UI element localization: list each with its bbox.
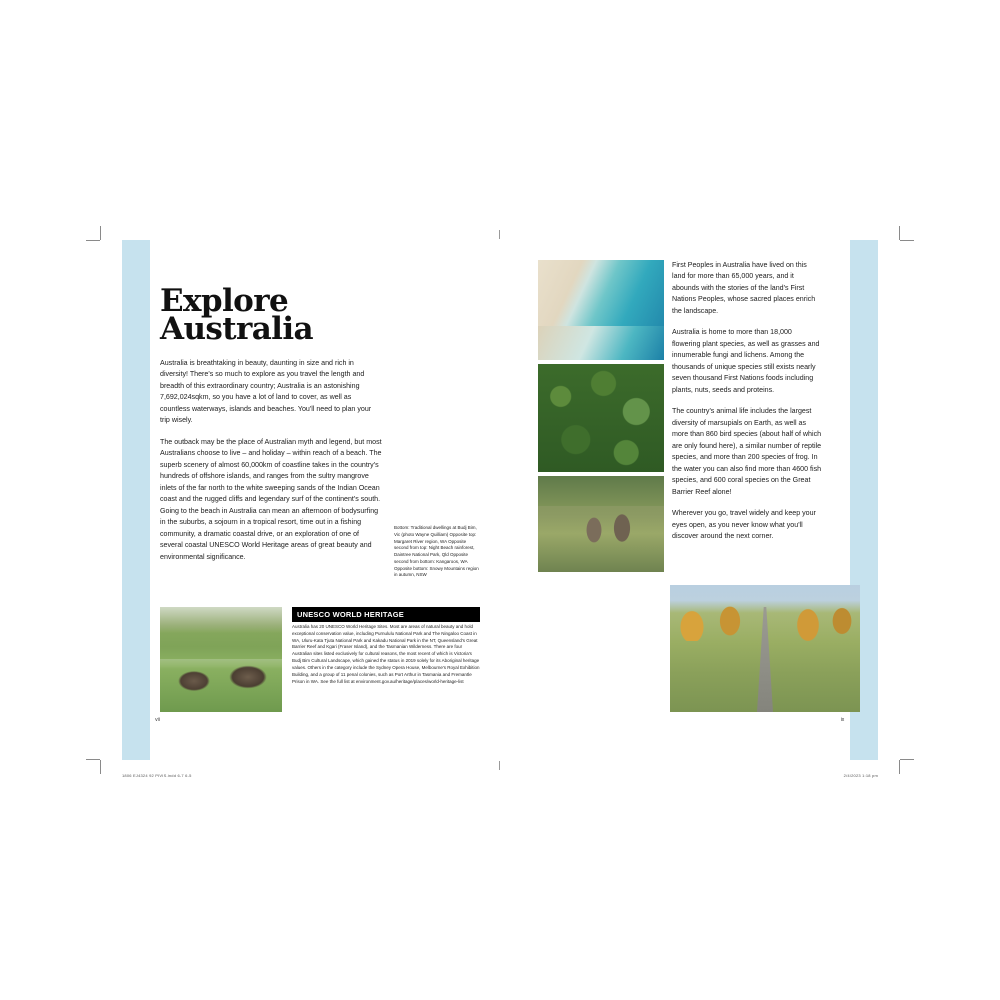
print-slug-left: 1806 EJ4324 92 PIVIS.indd 6-7 6-5 — [122, 773, 192, 778]
left-body-text — [160, 358, 382, 573]
photo-caption: Bottom: Traditional dwellings at Budj Bim, Vic (photo Wayne Quilliam) Opposite top: Margaret River region, WA Opposite second from top: Night Beach rainforest, Daintree National Park, Qld Opposite second from bottom: Kangaroos, WA Opposite bottom: Snowy Mountains region in autumn, NSW — [394, 525, 479, 578]
unesco-sidebar-body: Australia has 20 UNESCO World Heritage Sites. Most are areas of natural beauty and hold exceptional conservation value, including Purnululu National Park and The Ningaloo Coast in WA, Uluru-Kata Tjuta National Park and Kakadu National Park in the NT, Queensland's Great Barrier Reef and Kgari (Fraser Island), and the Tasmanian Wilderness. There are four Australian sites listed exclusively for cultural reasons, the most recent of which is Victoria's Budj Bim Cultural Landscape, which gained the status in 2019 solely for its Aboriginal heritage values. Others in the category include the Sydney Opera House, Melbourne's Royal Exhibition Building, and a group of 11 penal colonies, such as Port Arthur in Tasmania and Fremantle Prison in WA. See the full list at environment.gov.au/heritage/places/world-heritage-list — [292, 624, 480, 684]
photo-snowy-mountains-road — [670, 585, 860, 712]
paragraph: Australia is breathtaking in beauty, daunting in size and rich in diversity! There's so much to explore as you travel the length and breadth of this extraordinary country; Australia is an astonishing 7,692,024sqkm, so you have a lot of land to cover, as well as countless waterways, islands and beaches. You'll need to plan your trip wisely. — [160, 359, 372, 425]
page-title — [160, 282, 390, 348]
right-page — [500, 240, 878, 760]
right-body-text — [672, 260, 822, 553]
paragraph: The outback may be the place of Australian myth and legend, but most Australians choose to live – and holiday – within reach of a beach. The superb scenery of almost 60,000km of coastline takes in the country's hundreds of offshore islands, and ranges from the sultry mangrove inlets of the far north to the white sweeping sands of the Indian Ocean coast and the rugged cliffs and legendary surf of the continent's south. Going to the beach in Australia can mean an afternoon of bodysurfing in the suburbs, a sojourn in a tropical resort, time out in a fishing community, a dramatic coastal drive, or an exploration of one of several coastal UNESCO World Heritage areas of great beauty and environmental significance. — [160, 437, 382, 561]
folio-left: vii — [151, 713, 164, 726]
photo-budj-bim-huts — [160, 607, 282, 712]
crop-mark — [86, 759, 100, 760]
paragraph: The country's animal life includes the largest diversity of marsupials on Earth, as well as more than 860 bird species (about half of which are only found here), a similar number of reptile species, and more than 200 species of frog. In the water you can also find more than 4600 fish species, and 600 coral species on the Great Barrier Reef alone! — [672, 407, 822, 496]
crop-mark — [900, 240, 914, 241]
crop-mark — [86, 240, 100, 241]
unesco-sidebar-heading: UNESCO WORLD HERITAGE — [292, 607, 480, 622]
crop-mark — [899, 760, 900, 774]
page-title-line1: Explore — [160, 282, 289, 319]
folio-right: ix — [836, 713, 849, 726]
page-title-line2: Australia — [160, 311, 314, 348]
crop-mark — [900, 759, 914, 760]
paragraph: First Peoples in Australia have lived on this land for more than 65,000 years, and it abounds with the stories of the land's First Nations Peoples, whose sacred places enrich the landscape. — [672, 261, 816, 315]
photo-daintree-rainforest — [538, 364, 664, 472]
photo-margaret-river-beach — [538, 260, 664, 360]
paragraph: Australia is home to more than 18,000 flowering plant species, as well as grasses and innumerable fungi and lichens. Among the thousands of unique species still exists nearly seven thousand First Nations foods including plants, nuts, seeds and proteins. — [672, 328, 820, 394]
crop-mark — [100, 760, 101, 774]
photo-kangaroos — [538, 476, 664, 572]
paragraph: Wherever you go, travel widely and keep your eyes open, as you never know what you'll discover around the next corner. — [672, 509, 816, 541]
gutter-mark — [499, 761, 500, 770]
print-slug-right: 2/4/2023 1:18 pm — [843, 773, 878, 778]
crop-mark — [100, 226, 101, 240]
gutter-mark — [499, 230, 500, 239]
crop-mark — [899, 226, 900, 240]
left-page — [122, 240, 500, 760]
book-spread — [100, 240, 900, 778]
